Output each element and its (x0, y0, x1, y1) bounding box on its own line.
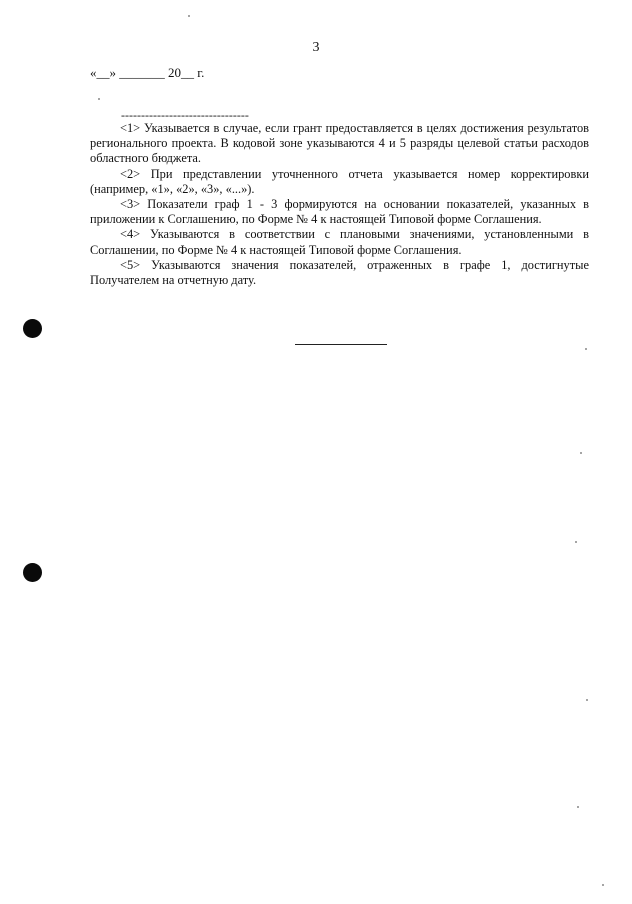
footnote-1: <1> Указывается в случае, если грант предоставляется в целях достижения результатов регионального проекта. В кодовой зоне указываются 4 и 5 разряды целевой статьи расходов областного бюджета. (90, 121, 589, 166)
punch-hole-top (23, 319, 42, 338)
scan-speck (602, 884, 604, 886)
footnote-5: <5> Указываются значения показателей, отраженных в графе 1, достигнутые Получателем на отчетную дату. (90, 257, 589, 288)
footnote-separator: -------------------------------- (121, 108, 249, 122)
scan-speck (98, 98, 100, 100)
scan-speck (586, 699, 588, 701)
end-of-document-rule (295, 344, 387, 345)
footnotes (90, 121, 589, 288)
page-number: 3 (312, 40, 320, 55)
footnote-3: <3> Показатели граф 1 - 3 формируются на основании показателей, указанных в приложении к Соглашению, по Форме № 4 к настоящей Типовой форме Соглашения. (90, 197, 589, 227)
footnote-4: <4> Указываются в соответствии с плановыми значениями, установленными в Соглашении, по Форме № 4 к настоящей Типовой форме Соглашения. (90, 227, 589, 257)
scan-speck (580, 452, 582, 454)
scan-speck (188, 15, 190, 17)
scan-speck (577, 806, 579, 808)
punch-hole-bottom (23, 563, 42, 582)
date-line: «__» _______ 20__ г. (90, 65, 205, 80)
scan-speck (575, 541, 577, 543)
scan-speck (585, 348, 587, 350)
footnote-2: <2> При представлении уточненного отчета указывается номер корректировки (например, «1», «2», «3», «...»). (90, 166, 589, 196)
